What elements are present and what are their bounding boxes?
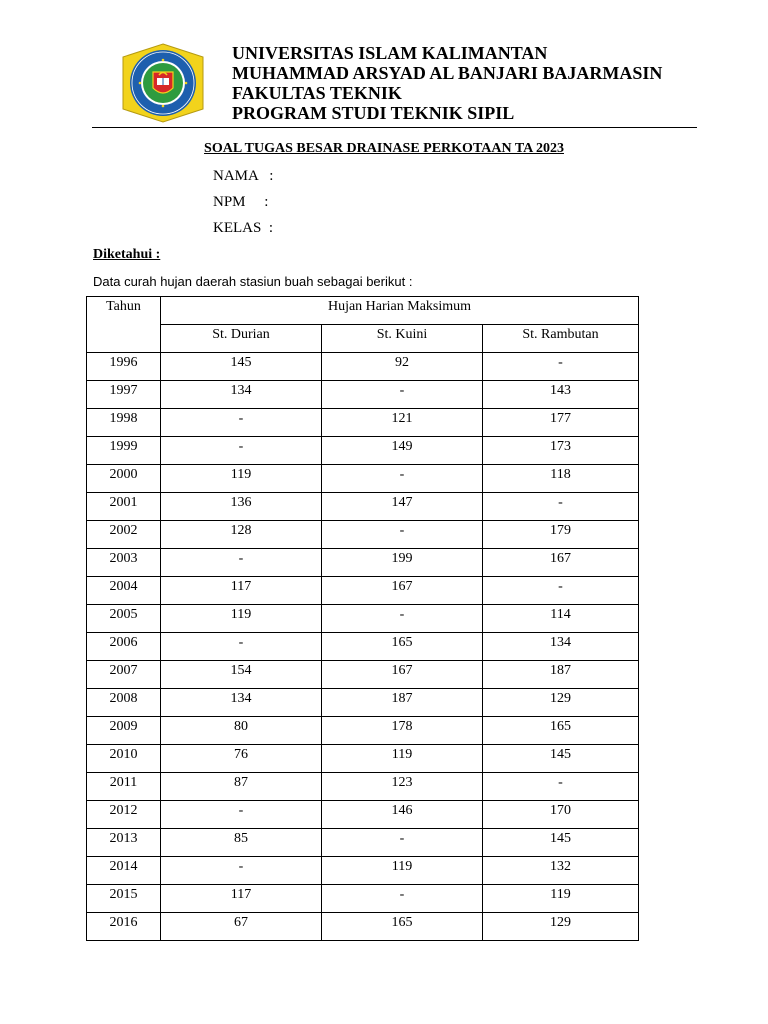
cell-year: 1999	[87, 437, 161, 465]
cell-durian: -	[161, 857, 322, 885]
cell-durian: 87	[161, 773, 322, 801]
table-row	[87, 549, 639, 577]
cell-kuini: 167	[322, 577, 483, 605]
cell-rambutan: 165	[483, 717, 639, 745]
header-line-founder: MUHAMMAD ARSYAD AL BANJARI BAJARMASIN	[232, 63, 663, 83]
cell-durian: 145	[161, 353, 322, 381]
cell-kuini: 92	[322, 353, 483, 381]
institution-header	[232, 43, 662, 123]
field-kelas: KELAS :	[213, 220, 273, 236]
cell-rambutan: 129	[483, 689, 639, 717]
cell-rambutan: 129	[483, 913, 639, 941]
cell-year: 2009	[87, 717, 161, 745]
cell-durian: 80	[161, 717, 322, 745]
cell-year: 2016	[87, 913, 161, 941]
table-row	[87, 577, 639, 605]
cell-durian: 154	[161, 661, 322, 689]
cell-year: 2003	[87, 549, 161, 577]
cell-kuini: -	[322, 381, 483, 409]
cell-durian: 136	[161, 493, 322, 521]
header-station-rambutan: St. Rambutan	[483, 325, 639, 353]
cell-year: 2005	[87, 605, 161, 633]
table-row	[87, 773, 639, 801]
cell-kuini: 167	[322, 661, 483, 689]
cell-kuini: 187	[322, 689, 483, 717]
table-row	[87, 353, 639, 381]
university-logo	[119, 42, 207, 124]
cell-rambutan: -	[483, 773, 639, 801]
table-row	[87, 745, 639, 773]
table-header-row	[87, 297, 639, 325]
table-row	[87, 913, 639, 941]
cell-kuini: -	[322, 605, 483, 633]
cell-durian: -	[161, 549, 322, 577]
table-row	[87, 493, 639, 521]
cell-year: 2014	[87, 857, 161, 885]
cell-durian: -	[161, 409, 322, 437]
table-row	[87, 857, 639, 885]
cell-kuini: -	[322, 829, 483, 857]
cell-year: 2002	[87, 521, 161, 549]
table-row	[87, 689, 639, 717]
intro-text: Data curah hujan daerah stasiun buah sebagai berikut :	[93, 274, 413, 289]
cell-rambutan: -	[483, 493, 639, 521]
table-row	[87, 465, 639, 493]
table-row	[87, 521, 639, 549]
cell-kuini: 119	[322, 857, 483, 885]
cell-year: 1998	[87, 409, 161, 437]
cell-year: 2013	[87, 829, 161, 857]
cell-durian: 67	[161, 913, 322, 941]
cell-durian: 85	[161, 829, 322, 857]
cell-durian: 117	[161, 885, 322, 913]
diketahui-heading: Diketahui :	[93, 247, 161, 262]
cell-kuini: -	[322, 465, 483, 493]
cell-kuini: 119	[322, 745, 483, 773]
cell-rambutan: 145	[483, 829, 639, 857]
table-row	[87, 801, 639, 829]
field-nama: NAMA :	[213, 168, 274, 184]
table-row	[87, 661, 639, 689]
cell-durian: -	[161, 437, 322, 465]
header-divider	[92, 127, 697, 128]
header-line-program: PROGRAM STUDI TEKNIK SIPIL	[232, 103, 515, 123]
table-subheader-row	[87, 325, 639, 353]
rainfall-table	[86, 296, 639, 941]
cell-rambutan: 187	[483, 661, 639, 689]
header-year: Tahun	[87, 297, 161, 353]
cell-durian: -	[161, 633, 322, 661]
cell-rambutan: -	[483, 353, 639, 381]
cell-year: 2007	[87, 661, 161, 689]
cell-rambutan: 177	[483, 409, 639, 437]
cell-kuini: 149	[322, 437, 483, 465]
cell-kuini: 123	[322, 773, 483, 801]
table-row	[87, 829, 639, 857]
cell-kuini: 178	[322, 717, 483, 745]
cell-year: 2006	[87, 633, 161, 661]
cell-year: 2001	[87, 493, 161, 521]
cell-year: 2000	[87, 465, 161, 493]
header-line-university: UNIVERSITAS ISLAM KALIMANTAN	[232, 43, 548, 63]
cell-rambutan: 143	[483, 381, 639, 409]
cell-kuini: 199	[322, 549, 483, 577]
cell-durian: 76	[161, 745, 322, 773]
table-row	[87, 437, 639, 465]
table-body	[87, 353, 639, 941]
table-row	[87, 885, 639, 913]
table-row	[87, 409, 639, 437]
cell-rambutan: 119	[483, 885, 639, 913]
field-npm: NPM :	[213, 194, 269, 210]
cell-rambutan: 173	[483, 437, 639, 465]
cell-kuini: 121	[322, 409, 483, 437]
cell-year: 2011	[87, 773, 161, 801]
table-row	[87, 717, 639, 745]
header-group: Hujan Harian Maksimum	[161, 297, 639, 325]
cell-rambutan: 132	[483, 857, 639, 885]
cell-rambutan: 167	[483, 549, 639, 577]
cell-rambutan: 134	[483, 633, 639, 661]
cell-kuini: 165	[322, 913, 483, 941]
cell-durian: 119	[161, 605, 322, 633]
cell-durian: -	[161, 801, 322, 829]
table-row	[87, 633, 639, 661]
table-row	[87, 605, 639, 633]
cell-kuini: 146	[322, 801, 483, 829]
cell-year: 2010	[87, 745, 161, 773]
cell-durian: 128	[161, 521, 322, 549]
header-station-kuini: St. Kuini	[322, 325, 483, 353]
cell-durian: 134	[161, 689, 322, 717]
cell-year: 2004	[87, 577, 161, 605]
cell-rambutan: -	[483, 577, 639, 605]
cell-year: 2008	[87, 689, 161, 717]
cell-kuini: -	[322, 521, 483, 549]
cell-rambutan: 118	[483, 465, 639, 493]
cell-durian: 134	[161, 381, 322, 409]
table-row	[87, 381, 639, 409]
document-title: SOAL TUGAS BESAR DRAINASE PERKOTAAN TA 2023	[204, 141, 564, 156]
cell-kuini: 147	[322, 493, 483, 521]
cell-durian: 119	[161, 465, 322, 493]
cell-year: 2012	[87, 801, 161, 829]
cell-rambutan: 114	[483, 605, 639, 633]
cell-kuini: 165	[322, 633, 483, 661]
cell-kuini: -	[322, 885, 483, 913]
cell-year: 2015	[87, 885, 161, 913]
cell-rambutan: 170	[483, 801, 639, 829]
cell-rambutan: 145	[483, 745, 639, 773]
cell-year: 1996	[87, 353, 161, 381]
header-station-durian: St. Durian	[161, 325, 322, 353]
cell-year: 1997	[87, 381, 161, 409]
header-line-faculty: FAKULTAS TEKNIK	[232, 83, 402, 103]
cell-rambutan: 179	[483, 521, 639, 549]
cell-durian: 117	[161, 577, 322, 605]
